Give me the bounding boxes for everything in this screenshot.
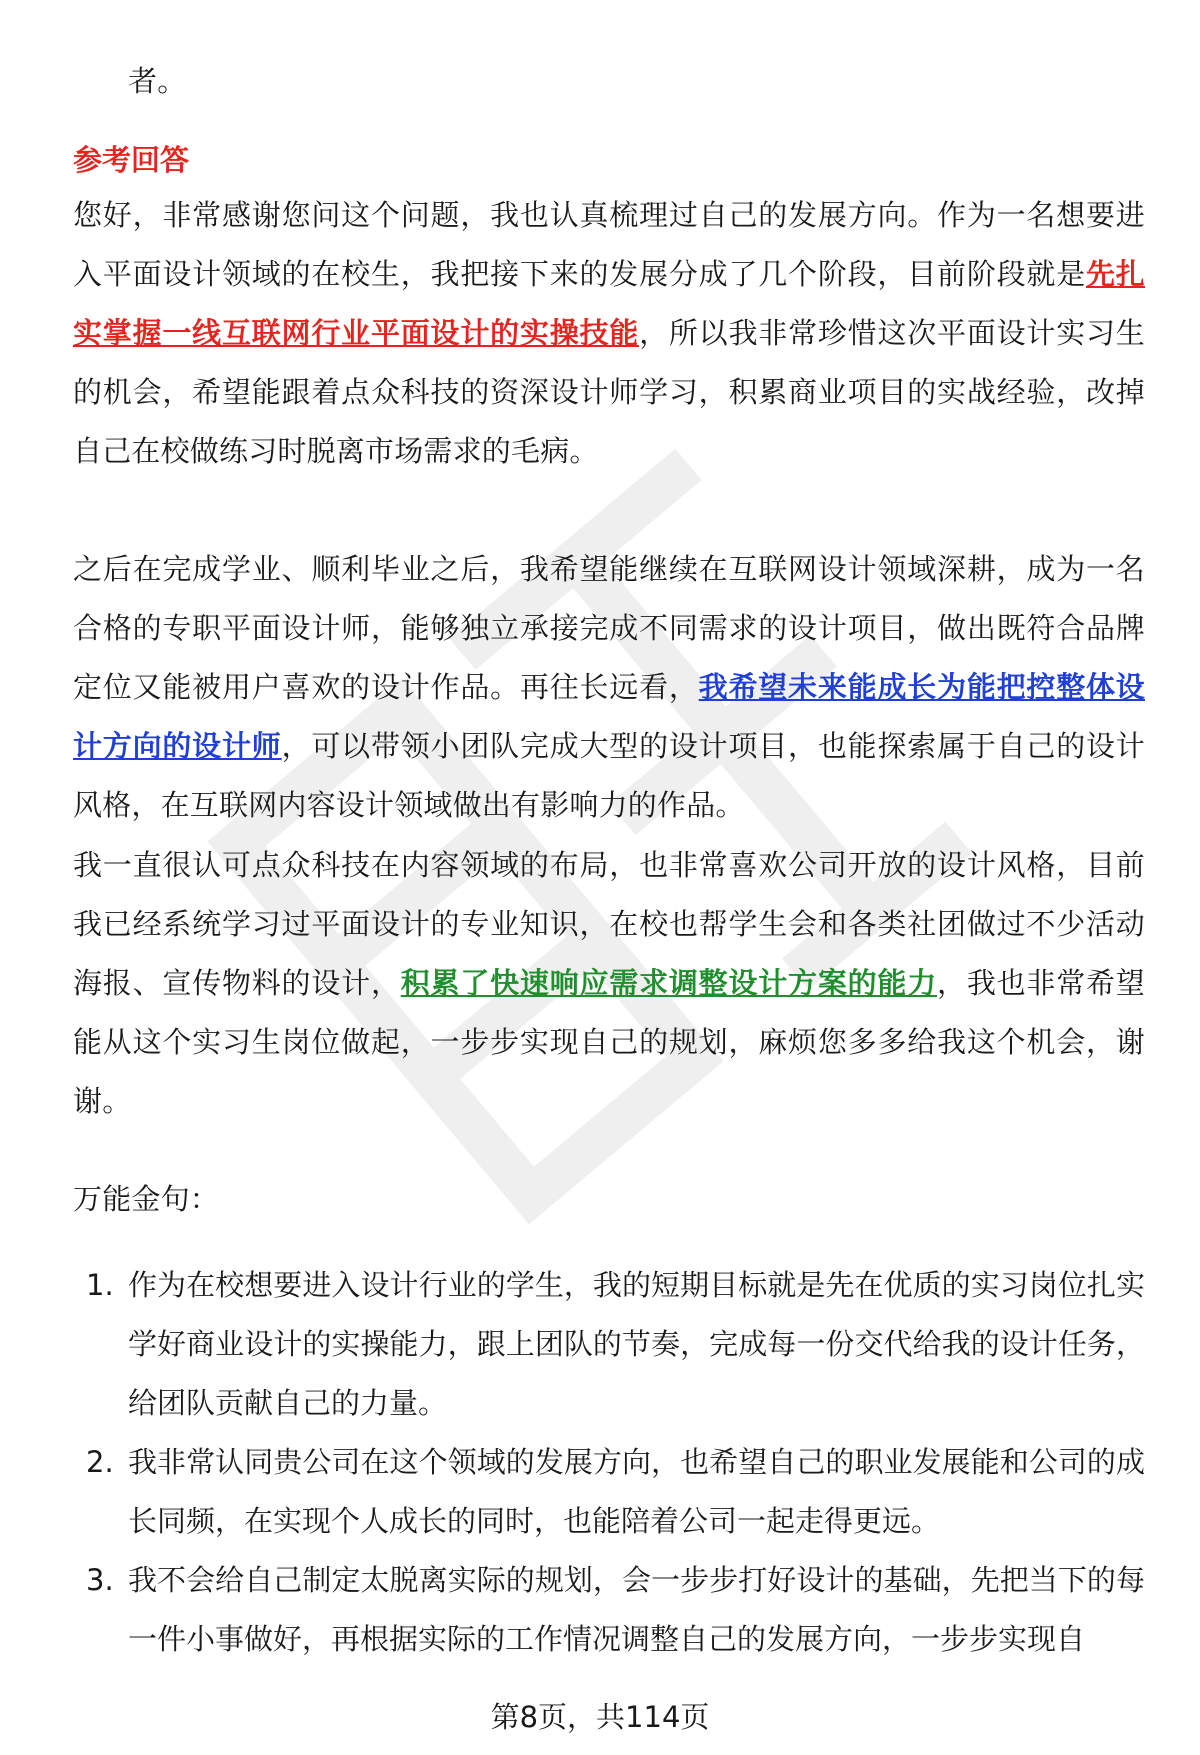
golden-sentences-list xyxy=(73,1256,1145,1669)
paragraph-1-text-a: 您好，非常感谢您问这个问题，我也认真梳理过自己的发展方向。作为一名想要进入平面设计领域的在校生，我把接下来的发展分成了几个阶段，目前阶段就是 xyxy=(73,198,1145,291)
paragraph-1-highlight: 先扎实掌握一线互联网行业平面设计的实操技能 xyxy=(73,257,1145,350)
paragraph-2-text-a: 之后在完成学业、顺利毕业之后，我希望能继续在互联网设计领域深耕，成为一名合格的专职平面设计师，能够独立承接完成不同需求的设计项目，做出既符合品牌定位又能被用户喜欢的设计作品。再往长远看， xyxy=(73,552,1145,704)
list-item xyxy=(73,1256,1145,1433)
list-item xyxy=(73,1433,1145,1551)
list-item-number: 2. xyxy=(86,1445,114,1479)
paragraph-3-text-b: ，我也非常希望能从这个实习生岗位做起，一步步实现自己的规划，麻烦您多多给我这个机会，谢谢。 xyxy=(73,966,1145,1118)
golden-sentences-title: 万能金句： xyxy=(73,1182,220,1216)
answer-paragraph-2 xyxy=(73,540,1145,835)
list-item-number: 3. xyxy=(86,1563,114,1597)
intro-tail-text: 者。 xyxy=(128,64,187,98)
paragraph-1-text-b: ，所以我非常珍惜这次平面设计实习生的机会，希望能跟着点众科技的资深设计师学习，积累商业项目的实战经验，改掉自己在校做练习时脱离市场需求的毛病。 xyxy=(73,316,1145,468)
list-item-text: 作为在校想要进入设计行业的学生，我的短期目标就是先在优质的实习岗位扎实学好商业设计的实操能力，跟上团队的节奏，完成每一份交代给我的设计任务，给团队贡献自己的力量。 xyxy=(128,1268,1145,1420)
paragraph-2-highlight: 我希望未来能成长为能把控整体设计方向的设计师 xyxy=(73,670,1145,763)
list-item xyxy=(73,1551,1145,1669)
answer-paragraph-3 xyxy=(73,836,1145,1131)
paragraph-3-highlight: 积累了快速响应需求调整设计方案的能力 xyxy=(400,966,938,1000)
paragraph-3-text-a: 我一直很认可点众科技在内容领域的布局，也非常喜欢公司开放的设计风格，目前我已经系统学习过平面设计的专业知识，在校也帮学生会和各类社团做过不少活动海报、宣传物料的设计， xyxy=(73,848,1145,1000)
list-item-text: 我非常认同贵公司在这个领域的发展方向，也希望自己的职业发展能和公司的成长同频，在实现个人成长的同时，也能陪着公司一起走得更远。 xyxy=(128,1445,1145,1538)
list-item-text: 我不会给自己制定太脱离实际的规划，会一步步打好设计的基础，先把当下的每一件小事做好，再根据实际的工作情况调整自己的发展方向，一步步实现自 xyxy=(128,1563,1145,1656)
paragraph-2-text-b: ，可以带领小团队完成大型的设计项目，也能探索属于自己的设计风格，在互联网内容设计领域做出有影响力的作品。 xyxy=(73,729,1145,822)
list-item-number: 1. xyxy=(86,1268,114,1302)
answer-paragraph-1 xyxy=(73,186,1145,481)
reference-answer-heading: 参考回答 xyxy=(73,143,190,177)
page-number-footer: 第8页，共114页 xyxy=(490,1700,710,1734)
